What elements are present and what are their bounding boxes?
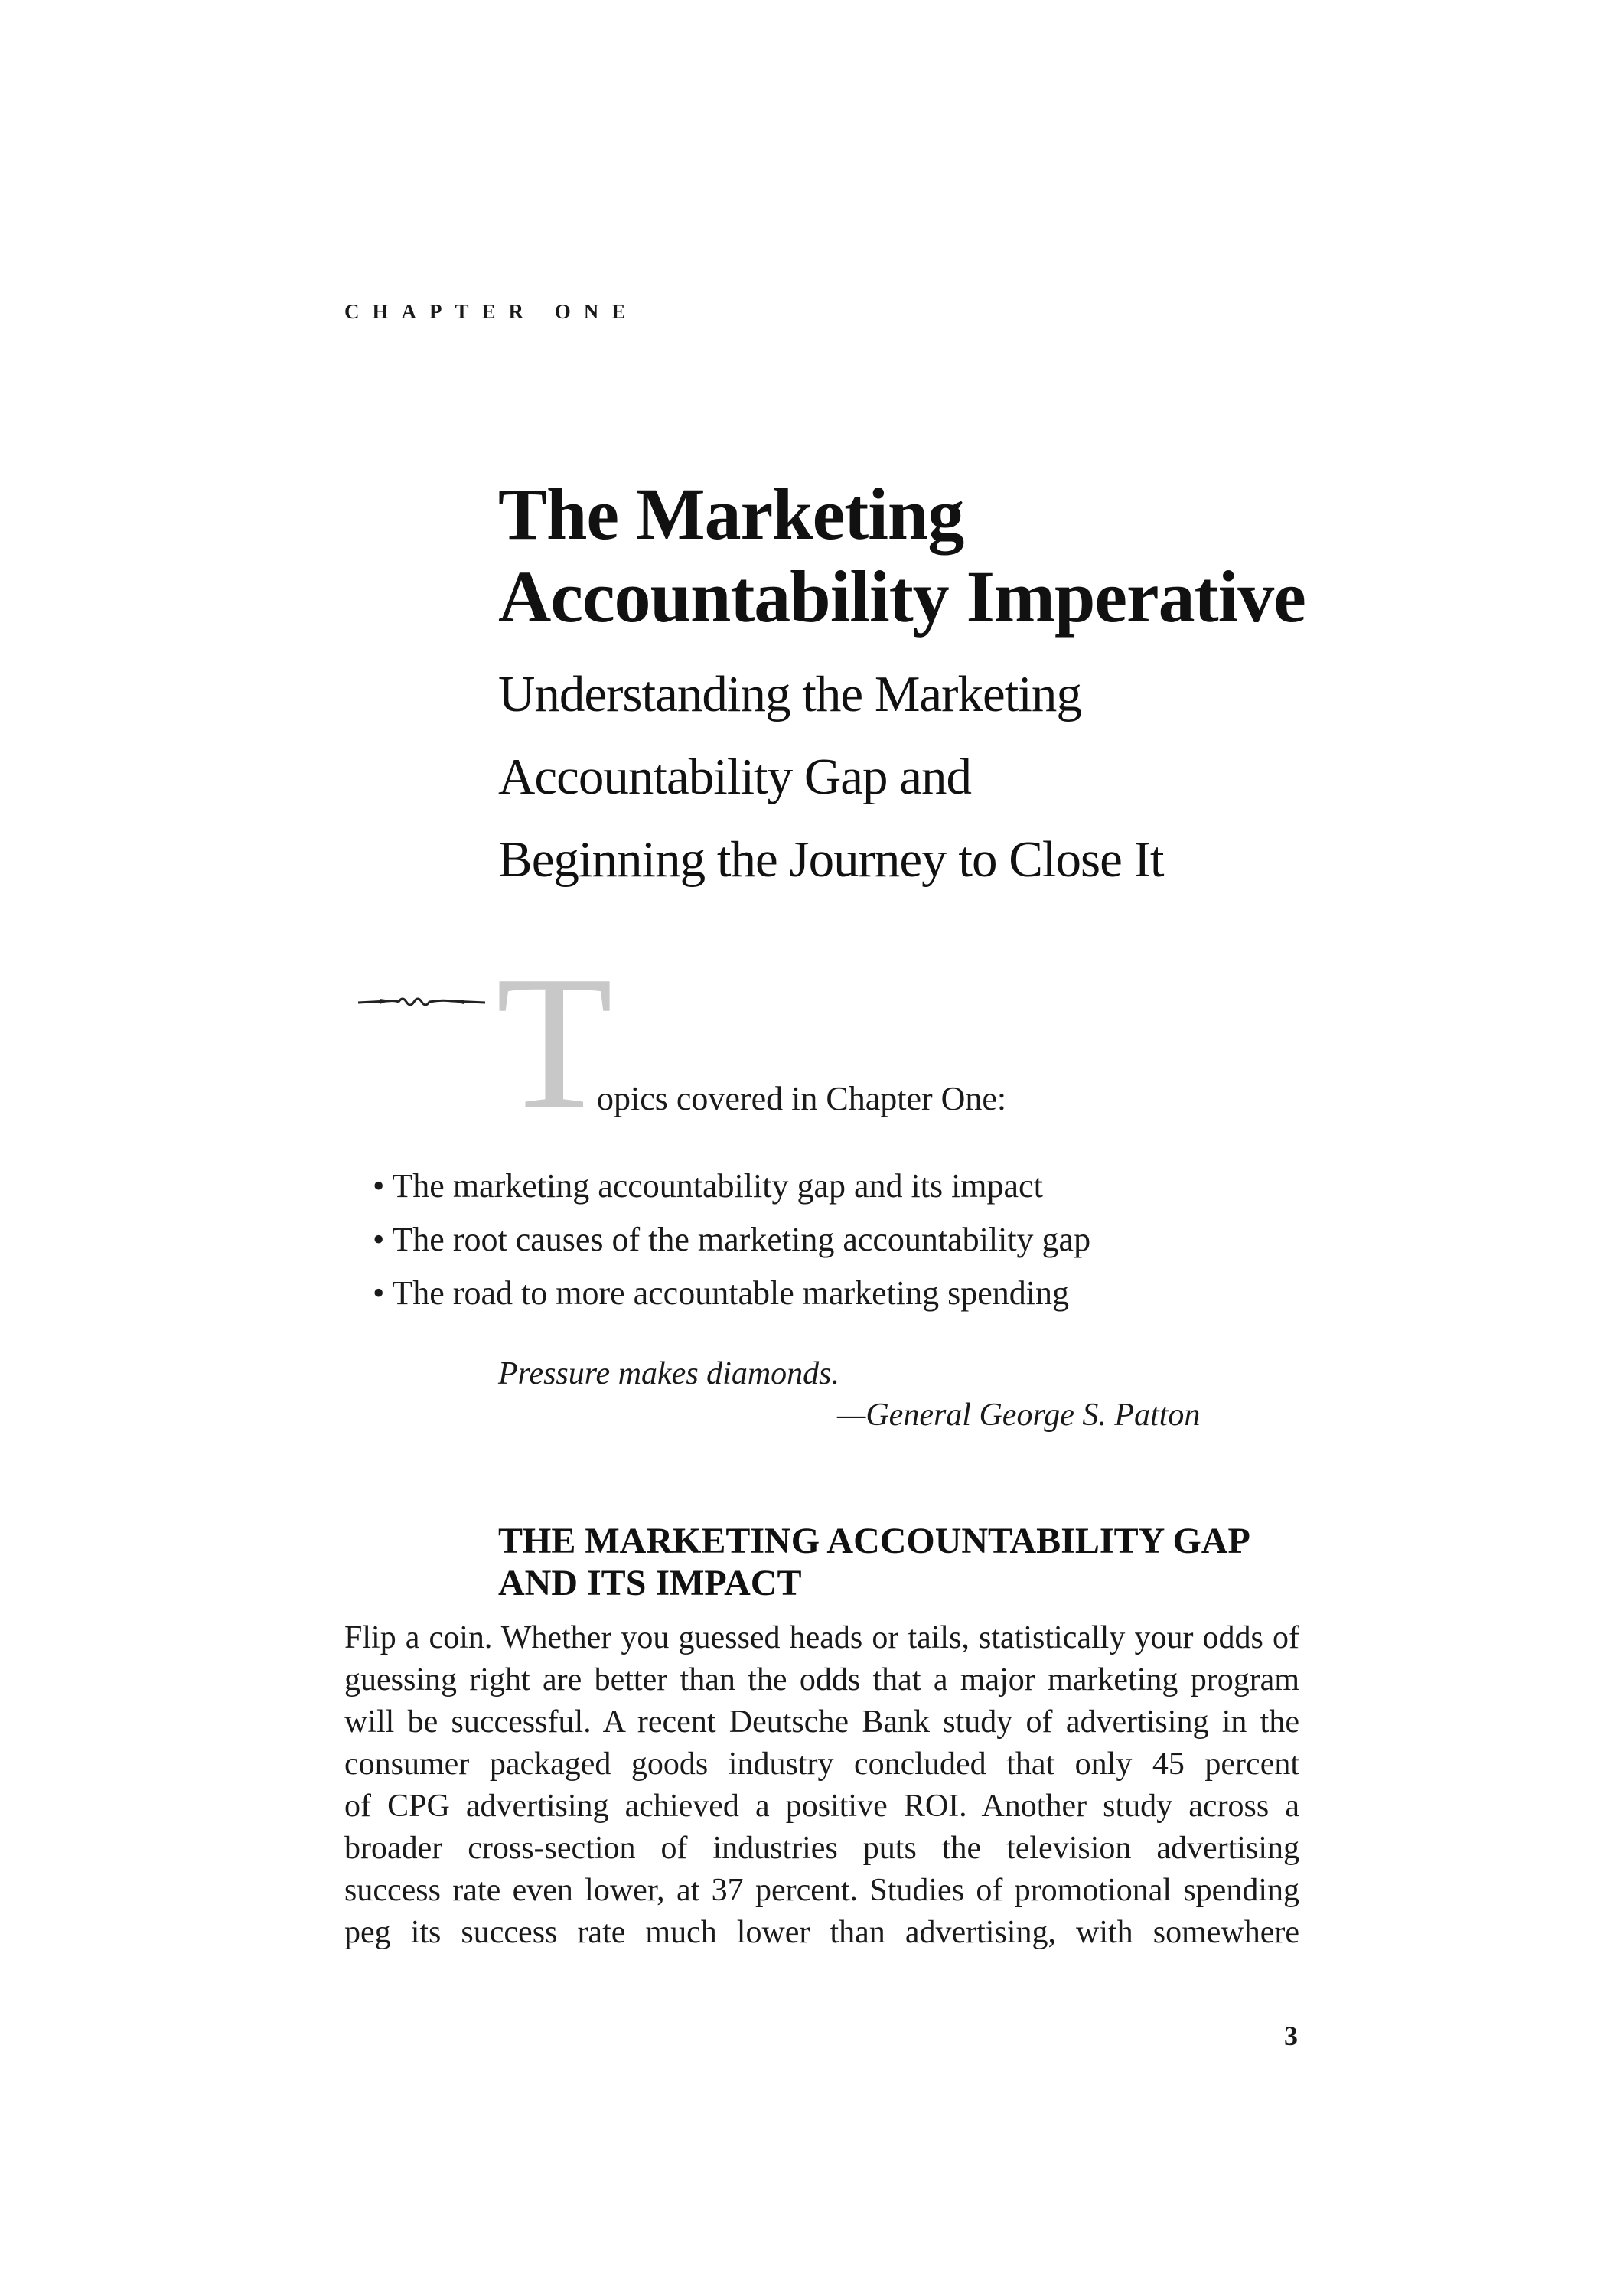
chapter-title-line-2: Accountability Imperative bbox=[498, 556, 1305, 638]
chapter-subtitle-line-2: Accountability Gap and bbox=[498, 748, 972, 805]
list-item-text: The marketing accountability gap and its impact bbox=[392, 1167, 1043, 1205]
body-line: will be successful. A recent Deutsche Bank study of advertising in the bbox=[344, 1704, 1299, 1740]
list-item bbox=[373, 1159, 1090, 1213]
list-item bbox=[373, 1267, 1090, 1320]
section-heading-line-2: AND ITS IMPACT bbox=[498, 1563, 802, 1603]
topics-list bbox=[373, 1159, 1090, 1320]
list-item-text: The road to more accountable marketing spending bbox=[392, 1274, 1069, 1312]
chapter-subtitle bbox=[498, 653, 1416, 901]
drop-cap-letter: T bbox=[496, 937, 613, 1149]
body-paragraph bbox=[344, 1617, 1299, 1954]
body-line: guessing right are better than the odds that a major marketing program bbox=[344, 1662, 1299, 1698]
body-line: broader cross-section of industries puts the television advertising bbox=[344, 1831, 1299, 1866]
bullet: • bbox=[373, 1167, 385, 1205]
chapter-subtitle-line-3: Beginning the Journey to Close It bbox=[498, 831, 1164, 888]
body-line: success rate even lower, at 37 percent. Studies of promotional spending bbox=[344, 1873, 1299, 1908]
epigraph-quote: Pressure makes diamonds. bbox=[498, 1356, 840, 1391]
body-line: consumer packaged goods industry concluded that only 45 percent bbox=[344, 1746, 1299, 1782]
bullet: • bbox=[373, 1274, 385, 1312]
topics-intro: opics covered in Chapter One: bbox=[597, 1080, 1007, 1117]
epigraph-attribution: —General George S. Patton bbox=[837, 1397, 1201, 1433]
chapter-title bbox=[498, 473, 1416, 638]
section-heading-line-1: THE MARKETING ACCOUNTABILITY GAP bbox=[498, 1521, 1250, 1561]
bullet: • bbox=[373, 1221, 385, 1258]
page-number: 3 bbox=[1284, 2020, 1298, 2051]
chapter-label: CHAPTER ONE bbox=[344, 300, 639, 323]
chapter-subtitle-line-1: Understanding the Marketing bbox=[498, 666, 1081, 722]
body-line: of CPG advertising achieved a positive ROI. Another study across a bbox=[344, 1789, 1299, 1824]
decorative-flourish-icon bbox=[357, 990, 487, 1013]
body-line: peg its success rate much lower than advertising, with somewhere bbox=[344, 1915, 1299, 1950]
list-item bbox=[373, 1213, 1090, 1267]
chapter-title-line-1: The Marketing bbox=[498, 473, 964, 555]
body-line: Flip a coin. Whether you guessed heads or tails, statistically your odds of bbox=[344, 1620, 1299, 1655]
list-item-text: The root causes of the marketing accountability gap bbox=[392, 1221, 1091, 1258]
section-heading bbox=[498, 1520, 1250, 1604]
